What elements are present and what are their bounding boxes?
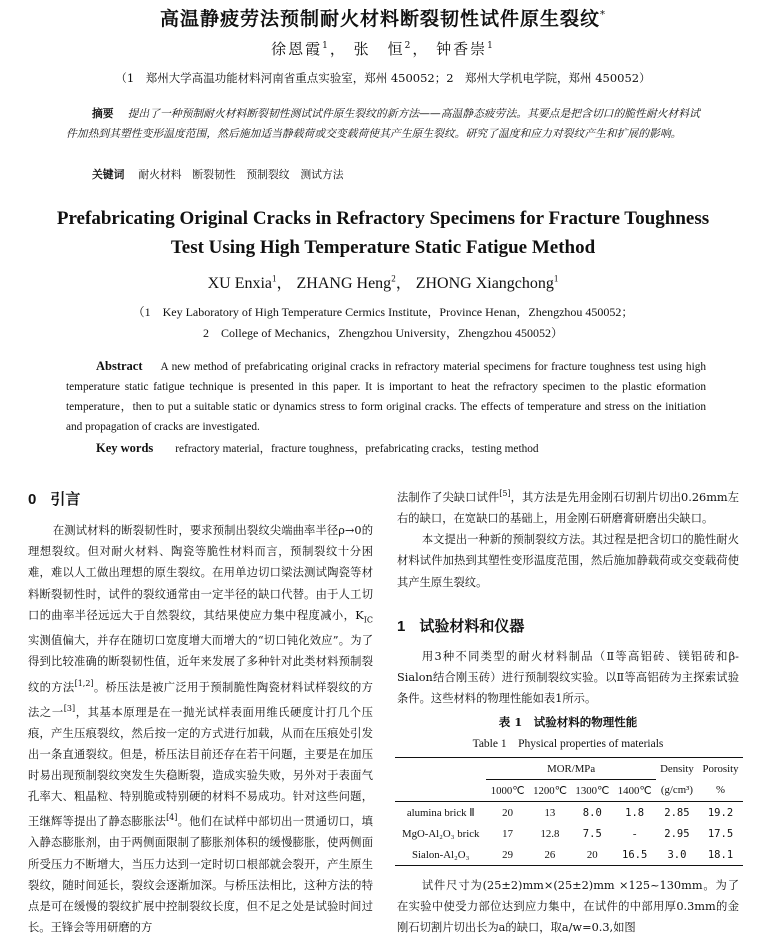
abstract-label-en: Abstract — [96, 359, 143, 373]
properties-table — [395, 757, 743, 866]
table-cell: 20 — [571, 844, 613, 866]
author-name: 徐恩霞 — [271, 40, 323, 58]
table-cell: 29 — [486, 844, 528, 866]
table-cell: alumina brick Ⅱ — [406, 807, 475, 819]
section-heading-0: 0 引言 — [28, 490, 81, 508]
right-column-bottom — [397, 875, 739, 939]
table-cell: MgO-Al₂O₃ brick — [401, 827, 480, 840]
section1-text — [397, 646, 739, 710]
abstract-text-en: A new method of prefabricating original cracks in refractory material specimens for fracture toughness test using high temperature static fatigue technique is presented in this paper. It is important to heat the refractory specimen to the plastic eformation temperature，then to put a suitable static or dynamics stress to form original cracks. The effects of temperature and stress on the initiation and propagation of cracks are investigated. — [66, 361, 706, 433]
author-name: XU Enxia — [207, 275, 273, 292]
table-cell: 16.5 — [613, 844, 655, 866]
table-cell: 12.8 — [540, 827, 560, 840]
author-name: ZHANG Heng — [296, 275, 392, 292]
citation: [4] — [166, 813, 178, 823]
table-header-cell: (g/cm³) — [656, 780, 698, 802]
table-caption-cn: 表 1 试验材料的物理性能 — [498, 715, 638, 729]
table-cell: - — [632, 827, 637, 840]
paragraph: 用3种不同类型的耐火材料制品（Ⅱ等高铝砖、镁铝砖和β-Sialon结合刚玉砖）进行预制裂纹实验。以Ⅱ等高铝砖为主探索试验条件。这些材料的物理性能如表1所示。 — [397, 650, 739, 706]
author-name: 钟香崇 — [436, 40, 488, 58]
author-name: 张 恒 — [353, 40, 405, 58]
abstract-label-cn: 摘要 — [92, 107, 114, 120]
table-cell: 3.0 — [656, 844, 698, 866]
author-list-en: XU Enxia$^1$， ZHANG Heng$^2$， ZHONG Xiangchong$^1$ — [207, 273, 559, 292]
keywords-label-en: Key words — [96, 441, 154, 455]
table-header-row — [395, 758, 743, 780]
table-header-cell: 1000℃ — [486, 780, 528, 802]
paragraph: 法制作了尖缺口试件[5]，其方法是先用金刚石切割片切出0.26mm左右的缺口，在宽缺口的基础上，用金刚石研磨膏研磨出尖缺口。 — [397, 489, 739, 525]
table-cell: 26 — [529, 844, 571, 866]
keywords-en — [66, 440, 726, 456]
affiliation-cn: （1 郑州大学高温功能材料河南省重点实验室，郑州 450052；2 郑州大学机电学院，郑州 450052） — [115, 71, 651, 85]
abstract-cn — [66, 104, 706, 144]
citation: [3] — [63, 703, 76, 713]
paper-title-cn: 高温静疲劳法预制耐火材料断裂韧性试件原生裂纹* — [159, 8, 606, 30]
citation: [1,2] — [74, 678, 94, 688]
author-name: ZHONG Xiangchong — [415, 275, 554, 292]
affiliation-en: （1 Key Laboratory of High Temperature Cermics Institute，Province Henan，Zhengzhou 450052； 2 College of Mechanics，Zhengzhou University，Zhengzhou 450052） — [132, 305, 634, 340]
table-header-cell: MOR/MPa — [486, 758, 655, 780]
table-header-cell: Density — [656, 758, 698, 780]
paragraph: 本文提出一种新的预制裂纹方法。其过程是把含切口的脆性耐火材料试件加热到其塑性变形温度范围，然后施加静载荷或交变载荷使其产生原生裂纹。 — [397, 533, 739, 589]
table-header-cell: 1300℃ — [571, 780, 613, 802]
author-list-cn: 徐恩霞$^1$， 张 恒$^2$， 钟香崇$^1$ — [271, 40, 495, 58]
keywords-value-cn: 耐火材料 断裂韧性 预制裂纹 测试方法 — [138, 168, 344, 181]
keywords-value-en: refractory material，fracture toughness，prefabricating cracks，testing method — [175, 443, 539, 455]
table-header-cell: 1400℃ — [613, 780, 655, 802]
keywords-label-cn: 关键词 — [92, 168, 125, 181]
table-cell: 19.2 — [707, 806, 734, 819]
table-header-cell: 1200℃ — [529, 780, 571, 802]
table-cell: 13 — [544, 806, 556, 819]
table-row — [395, 844, 743, 866]
abstract-en — [66, 356, 706, 437]
table-cell: 17 — [502, 827, 513, 840]
paragraph: 试件尺寸为(25±2)mm×(25±2)mm ×125~130mm。为了在实验中使受力部位达到应力集中，在试件的中部用厚0.3mm的金刚石切割片切出长为a的缺口，取a/w=0.3,如图 — [397, 879, 739, 935]
table-cell: 2.85 — [664, 806, 690, 819]
abstract-text-cn: 提出了一种预制耐火材料断裂韧性测试试件原生裂纹的新方法——高温静态疲劳法。其要点是把含切口的脆性耐火材料试件加热到其塑性变形温度范围，然后施加适当静载荷或交变载荷使其产生原生裂纹。研究了温度和应力对裂纹产生和扩展的影响。 — [66, 107, 700, 140]
right-column-top — [397, 483, 739, 593]
table-header-cell: Porosity — [698, 758, 743, 780]
paragraph: 在测试材料的断裂韧性时，要求预制出裂纹尖端曲率半径ρ→0的理想裂纹。但对耐火材料、陶瓷等脆性材料而言，预制裂纹十分困难，难以人工做出理想的原生裂纹。在用单边切口梁法测试陶瓷等材料断裂韧性时，试件的裂纹通常由一定半径的缺口代替。由于人工切口的曲率半径远远大于自然裂纹，其结果使应力集中程度减小，$K_{IC}$实测值偏大，并存在随切口宽度增大而增大的“切口钝化效应”。为了得到比较准确的断裂韧性值，近年来发展了多种针对此类材料预制裂纹的方法[1,2]。桥压法是被广泛用于预制脆性陶瓷材料试样裂纹的方法之一[3]，其基本原理是在一抛光试样表面用维氏硬度计打几个压痕，产生压痕裂纹，然后按一定的方式进行加载，从而在压痕处引发出一条直通裂纹。但是，桥压法目前还存在若干问题，主要是在加压时易出现预制裂纹突发生失稳断裂，造成实验失败，另外对于表面气孔率大、粗晶粒、特别脆或特别硬的材料不易成功。针对这些问题，王继辉等提出了静态膨胀法[4]。他们在试样中部切出一贯通切口，填入静态膨胀剂，由于两侧面限制了膨胀剂体积的缓慢膨胀，使两侧面所受压力不断增大，当压力达到一定时切口根部就会裂开，产生原生裂纹，随时间延长，裂纹会逐渐加深。与桥压法相比，这种方法的特点是可在缓慢的裂纹扩展中控制裂纹长度，但不足之处是试验时间过长。王锋会等用研磨的方 — [28, 524, 373, 935]
table-cell: Sialon-Al₂O₃ — [395, 844, 486, 866]
table-cell: 8.0 — [582, 806, 602, 819]
table-header-cell: % — [698, 780, 743, 802]
paper-title-en: Prefabricating Original Cracks in Refractory Specimens for Fracture Toughness Test Using High Temperature Static Fatigue Method — [56, 208, 710, 258]
table-cell: 7.5 — [582, 827, 602, 840]
table-cell: 2.95 — [664, 827, 690, 840]
table-cell: 17.5 — [707, 827, 734, 840]
left-column-text — [28, 520, 373, 938]
section-heading-1: 1 试验材料和仪器 — [397, 617, 525, 635]
keywords-cn — [66, 167, 706, 182]
table-cell: 18.1 — [698, 844, 743, 866]
table-caption-en: Table 1 Physical properties of materials — [472, 738, 664, 750]
citation: [5] — [499, 489, 511, 498]
table-row — [395, 823, 743, 844]
table-subheader-row — [395, 780, 743, 802]
table-row — [395, 802, 743, 824]
table-cell: 1.8 — [625, 806, 645, 819]
table-cell: 20 — [502, 806, 513, 819]
